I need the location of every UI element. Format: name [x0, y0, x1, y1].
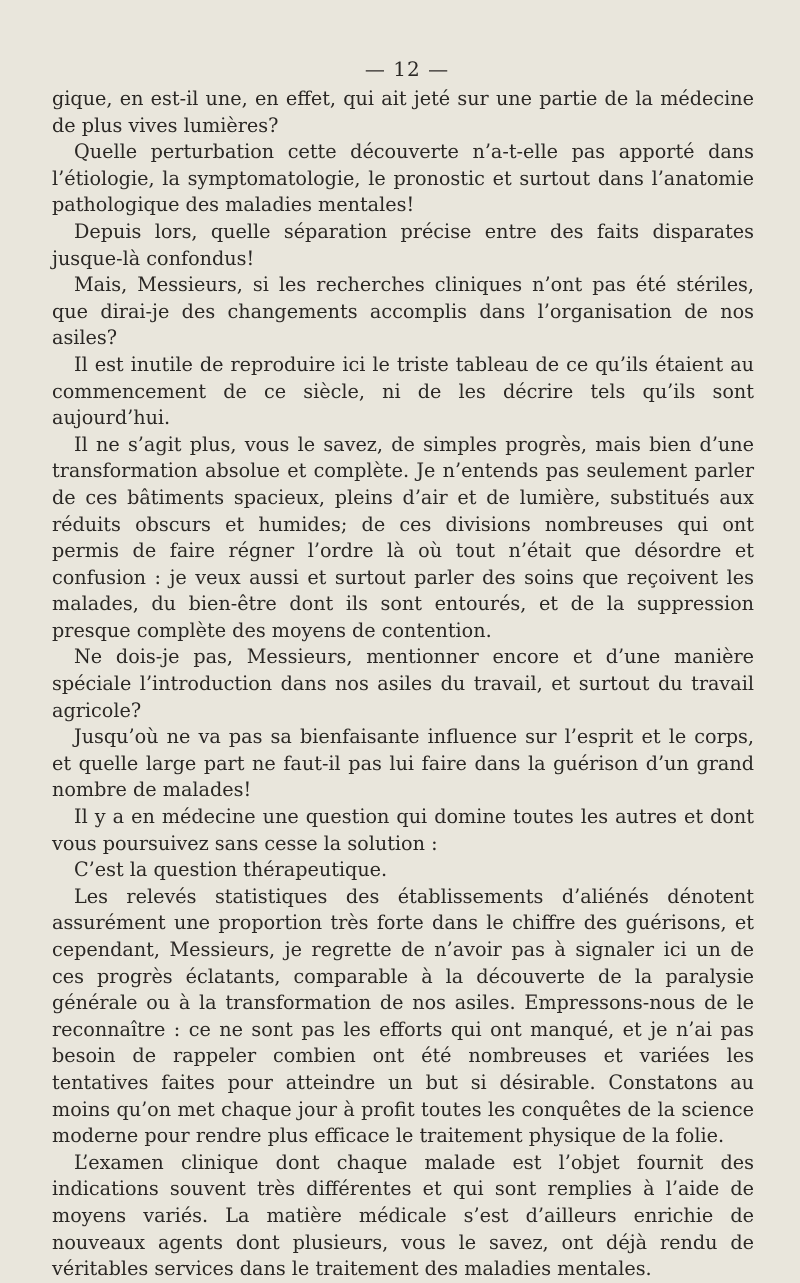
paragraph: Quelle perturbation cette découverte n’a-t-elle pas apporté dans l’étiologie, la symptomatologie, le pronostic et surtout dans l’anatomie pathologique des maladies mentales!	[52, 140, 754, 217]
paragraph: Jusqu’où ne va pas sa bienfaisante influence sur l’esprit et le corps, et quelle large part ne faut-il pas lui faire dans la guérison d’un grand nombre de malades!	[52, 725, 754, 802]
paragraph: Ne dois-je pas, Messieurs, mentionner encore et d’une manière spéciale l’introduction dans nos asiles du travail, et surtout du travail agricole?	[52, 645, 754, 722]
paragraph: gique, en est-il une, en effet, qui ait jeté sur une partie de la médecine de plus vives lumières?	[52, 87, 754, 137]
paragraph: L’examen clinique dont chaque malade est l’objet fournit des indications souvent très différentes et qui sont remplies à l’aide de moyens variés. La matière médicale s’est d’ailleurs enrichie de nouveaux agents dont plusieurs, vous le savez, ont déjà rendu de véritables services dans le traitement des maladies mentales.	[52, 1150, 754, 1281]
page-number: — 12 —	[364, 57, 450, 81]
paragraph: Mais, Messieurs, si les recherches cliniques n’ont pas été stériles, que dirai-je des changements accomplis dans l’organisation de nos asiles?	[52, 273, 754, 350]
paragraph: C’est la question thérapeutique.	[74, 858, 388, 882]
paragraph: Les relevés statistiques des établissements d’aliénés dénotent assurément une proportion très forte dans le chiffre des guérisons, et cependant, Messieurs, je regrette de n’avoir pas à signaler ici un de ces progrès éclatants, comparable à la découverte de la paralysie générale ou à la transformation de nos asiles. Empressons-nous de le reconnaître : ce ne sont pas les efforts qui ont manqué, et je n’ai pas besoin de rappeler combien ont été nombreuses et variées les tentatives faites pour atteindre un but si désirable. Constatons au moins qu’on met chaque jour à profit toutes les conquêtes de la science moderne pour rendre plus efficace le traitement physique de la folie.	[52, 884, 754, 1148]
paragraph: Depuis lors, quelle séparation précise entre des faits disparates jusque-là confondus!	[52, 219, 754, 270]
body-text	[52, 86, 754, 1283]
paragraph: Il ne s’agit plus, vous le savez, de simples progrès, mais bien d’une transformation absolue et complète. Je n’entends pas seulement parler de ces bâtiments spacieux, pleins d’air et de lumière, substitués aux réduits obscurs et humides; de ces divisions nombreuses qui ont permis de faire régner l’ordre là où tout n’était que désordre et confusion : je veux aussi et surtout parler des soins que reçoivent les malades, du bien-être dont ils sont entourés, et de la suppression presque complète des moyens de contention.	[52, 432, 754, 642]
paragraph: Il est inutile de reproduire ici le triste tableau de ce qu’ils étaient au commencement de ce siècle, ni de les décrire tels qu’ils sont aujourd’hui.	[52, 352, 754, 430]
paragraph: Il y a en médecine une question qui domine toutes les autres et dont vous poursuivez sans cesse la solution :	[52, 805, 754, 855]
